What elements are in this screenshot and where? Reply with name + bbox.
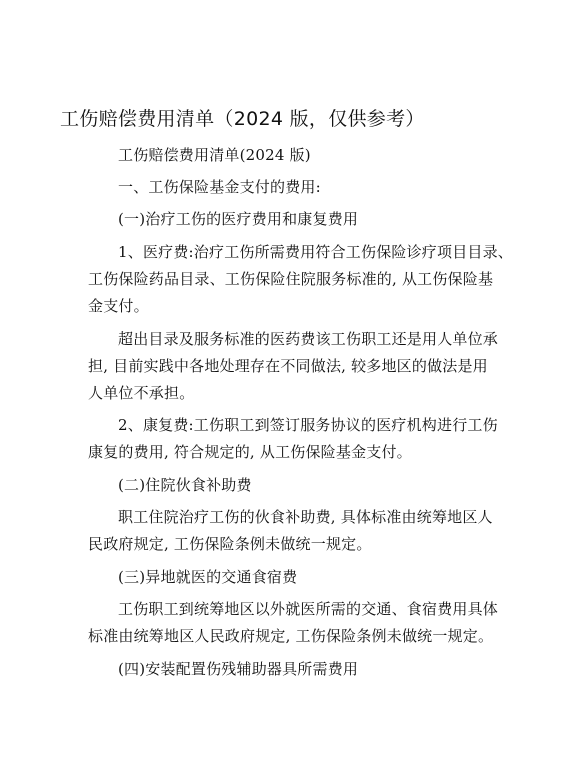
paragraph-1-line-1: 1、医疗费:治疗工伤所需费用符合工伤保险诊疗项目目录、: [118, 243, 513, 261]
paragraph-1-line-2: 工伤保险药品目录、工伤保险住院服务标准的, 从工伤保险基: [88, 270, 494, 288]
paragraph-5-line-1: 工伤职工到统筹地区以外就医所需的交通、食宿费用具体: [118, 600, 499, 618]
subsection-heading-4: (四)安装配置伤残辅助器具所需费用: [118, 660, 359, 678]
paragraph-3-line-2: 康复的费用, 符合规定的, 从工伤保险基金支付。: [88, 443, 412, 461]
paragraph-3-line-1: 2、康复费:工伤职工到签订服务协议的医疗机构进行工伤: [118, 416, 498, 434]
document-title: 工伤赔偿费用清单（2024 版，仅供参考）: [60, 108, 425, 130]
paragraph-4-line-2: 民政府规定, 工伤保险条例未做统一规定。: [88, 535, 372, 553]
subsection-heading-2: (二)住院伙食补助费: [118, 476, 252, 494]
paragraph-2-line-1: 超出目录及服务标准的医药费该工伤职工还是用人单位承: [118, 330, 499, 348]
subsection-heading-1: (一)治疗工伤的医疗费用和康复费用: [118, 210, 359, 228]
paragraph-2-line-3: 人单位不承担。: [88, 384, 195, 402]
subsection-heading-3: (三)异地就医的交通食宿费: [118, 568, 298, 586]
paragraph-5-line-2: 标准由统筹地区人民政府规定, 工伤保险条例未做统一规定。: [88, 627, 494, 645]
paragraph-4-line-1: 职工住院治疗工伤的伙食补助费, 具体标准由统筹地区人: [118, 508, 493, 526]
paragraph-1-line-3: 金支付。: [88, 297, 149, 315]
section-heading-1: 一、工伤保险基金支付的费用:: [118, 178, 321, 196]
paragraph-2-line-2: 担, 目前实践中各地处理存在不同做法, 较多地区的做法是用: [88, 357, 488, 375]
document-subtitle: 工伤赔偿费用清单(2024 版): [118, 146, 311, 164]
